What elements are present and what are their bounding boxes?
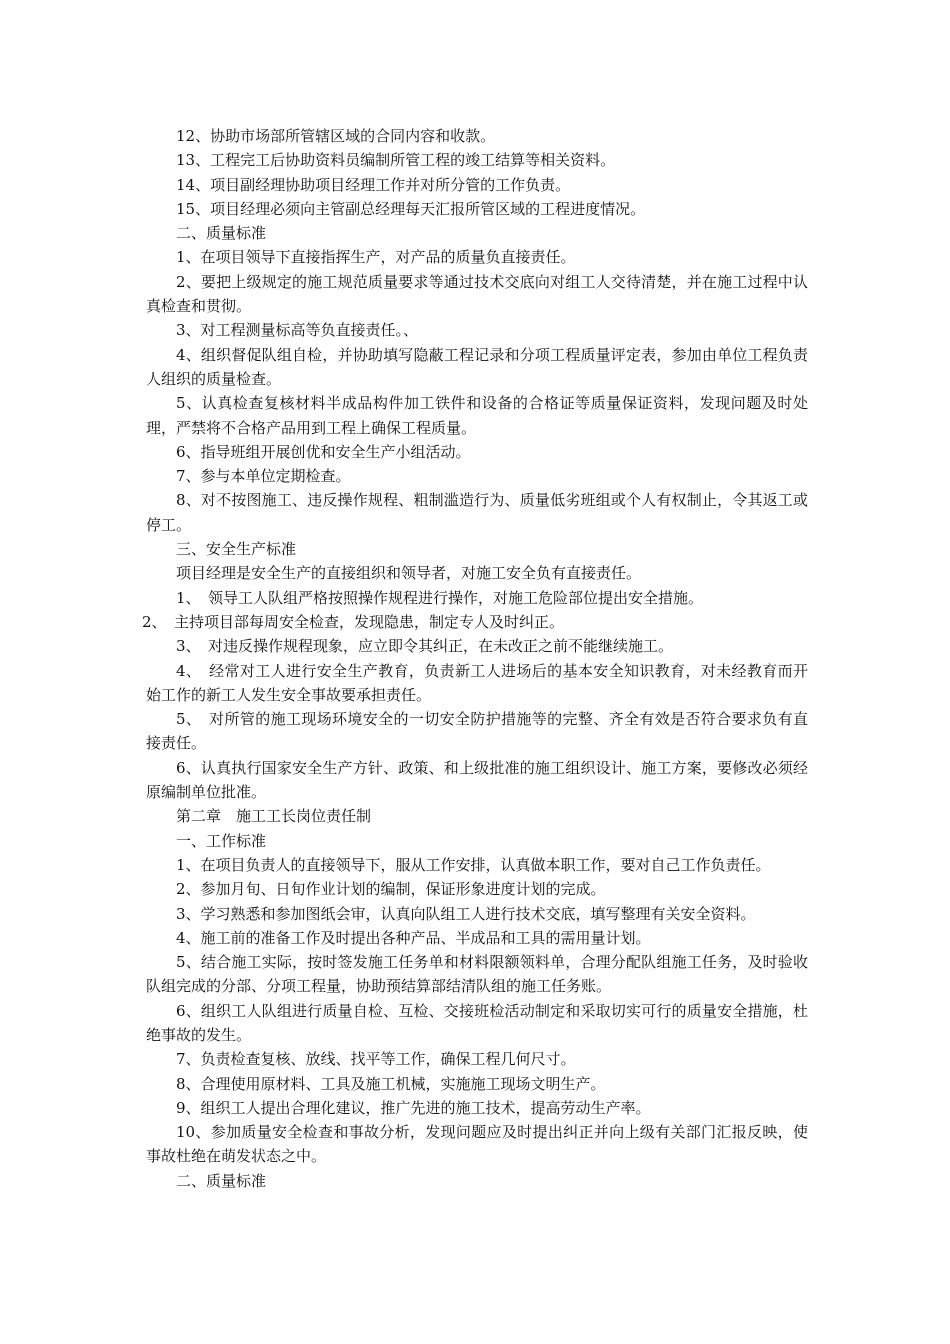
section-heading: 三、安全生产标准 xyxy=(176,540,297,559)
paragraph: 1、在项目负责人的直接领导下，服从工作安排，认真做本职工作，要对自己工作负责任。 xyxy=(176,855,771,874)
section-heading: 一、工作标准 xyxy=(176,831,267,850)
paragraph: 2、参加月旬、日旬作业计划的编制，保证形象进度计划的完成。 xyxy=(176,880,606,899)
paragraph: 1、在项目领导下直接指挥生产，对产品的质量负直接责任。 xyxy=(176,248,576,267)
paragraph: 9、组织工人提出合理化建议，推广先进的施工技术，提高劳动生产率。 xyxy=(176,1098,651,1117)
paragraph: 6、认真执行国家安全生产方针、政策、和上级批准的施工组织设计、施工方案，要修改必须经原编制单位批准。 xyxy=(146,758,808,802)
paragraph: 5、认真检查复核材料半成品构件加工铁件和设备的合格证等质量保证资料，发现问题及时处理，严禁将不合格产品用到工程上确保工程质量。 xyxy=(146,394,808,437)
paragraph: 6、组织工人队组进行质量自检、互检、交接班检活动制定和采取切实可行的质量安全措施，杜绝事故的发生。 xyxy=(146,1001,808,1044)
paragraph: 14、项目副经理协助项目经理工作并对所分管的工作负责。 xyxy=(176,175,571,194)
paragraph: 8、对不按图施工、违反操作规程、粗制滥造行为、质量低劣班组或个人有权制止，令其返工或停工。 xyxy=(146,491,808,534)
paragraph: 8、合理使用原材料、工具及施工机械，实施施工现场文明生产。 xyxy=(176,1074,606,1093)
section-heading: 二、质量标准 xyxy=(176,1171,267,1190)
chapter-heading: 第二章 施工工长岗位责任制 xyxy=(176,807,372,826)
paragraph: 2、 主持项目部每周安全检查，发现隐患，制定专人及时纠正。 xyxy=(142,612,565,631)
paragraph: 3、学习熟悉和参加图纸会审，认真向队组工人进行技术交底，填写整理有关安全资料。 xyxy=(176,904,756,923)
paragraph: 5、结合施工实际，按时签发施工任务单和材料限额领料单，合理分配队组施工任务，及时验收队组完成的分部、分项工程量，协助预结算部结清队组的施工任务账。 xyxy=(146,953,808,996)
paragraph: 12、协助市场部所管辖区域的合同内容和收款。 xyxy=(176,127,496,145)
document-body xyxy=(142,124,808,1193)
paragraph: 4、 经常对工人进行安全生产教育，负责新工人进场后的基本安全知识教育，对未经教育而开始工作的新工人发生安全事故要承担责任。 xyxy=(146,661,808,704)
paragraph: 5、 对所管的施工现场环境安全的一切安全防护措施等的完整、齐全有效是否符合要求负有直接责任。 xyxy=(146,710,808,753)
paragraph: 4、组织督促队组自检，并协助填写隐蔽工程记录和分项工程质量评定表，参加由单位工程负责人组织的质量检查。 xyxy=(146,345,808,388)
paragraph: 7、参与本单位定期检查。 xyxy=(176,467,351,486)
paragraph: 15、项目经理必须向主管副总经理每天汇报所管区域的工程进度情况。 xyxy=(176,199,646,218)
paragraph: 项目经理是安全生产的直接组织和领导者，对施工安全负有直接责任。 xyxy=(176,564,642,583)
paragraph: 1、 领导工人队组严格按照操作规程进行操作，对施工危险部位提出安全措施。 xyxy=(176,588,704,607)
paragraph: 3、 对违反操作规程现象，应立即令其纠正，在未改正之前不能继续施工。 xyxy=(176,637,674,656)
section-heading: 二、质量标准 xyxy=(176,224,267,243)
paragraph: 10、参加质量安全检查和事故分析，发现问题应及时提出纠正并向上级有关部门汇报反映，使事故杜绝在萌发状态之中。 xyxy=(146,1123,808,1166)
paragraph: 3、对工程测量标高等负直接责任。、 xyxy=(176,321,419,340)
paragraph: 2、要把上级规定的施工规范质量要求等通过技术交底向对组工人交待清楚，并在施工过程中认真检查和贯彻。 xyxy=(146,272,808,316)
paragraph: 4、施工前的准备工作及时提出各种产品、半成品和工具的需用量计划。 xyxy=(176,928,651,947)
paragraph: 13、工程完工后协助资料员编制所管工程的竣工结算等相关资料。 xyxy=(176,151,616,170)
paragraph: 7、负责检查复核、放线、找平等工作，确保工程几何尺寸。 xyxy=(176,1050,576,1069)
paragraph: 6、指导班组开展创优和安全生产小组活动。 xyxy=(176,442,471,461)
